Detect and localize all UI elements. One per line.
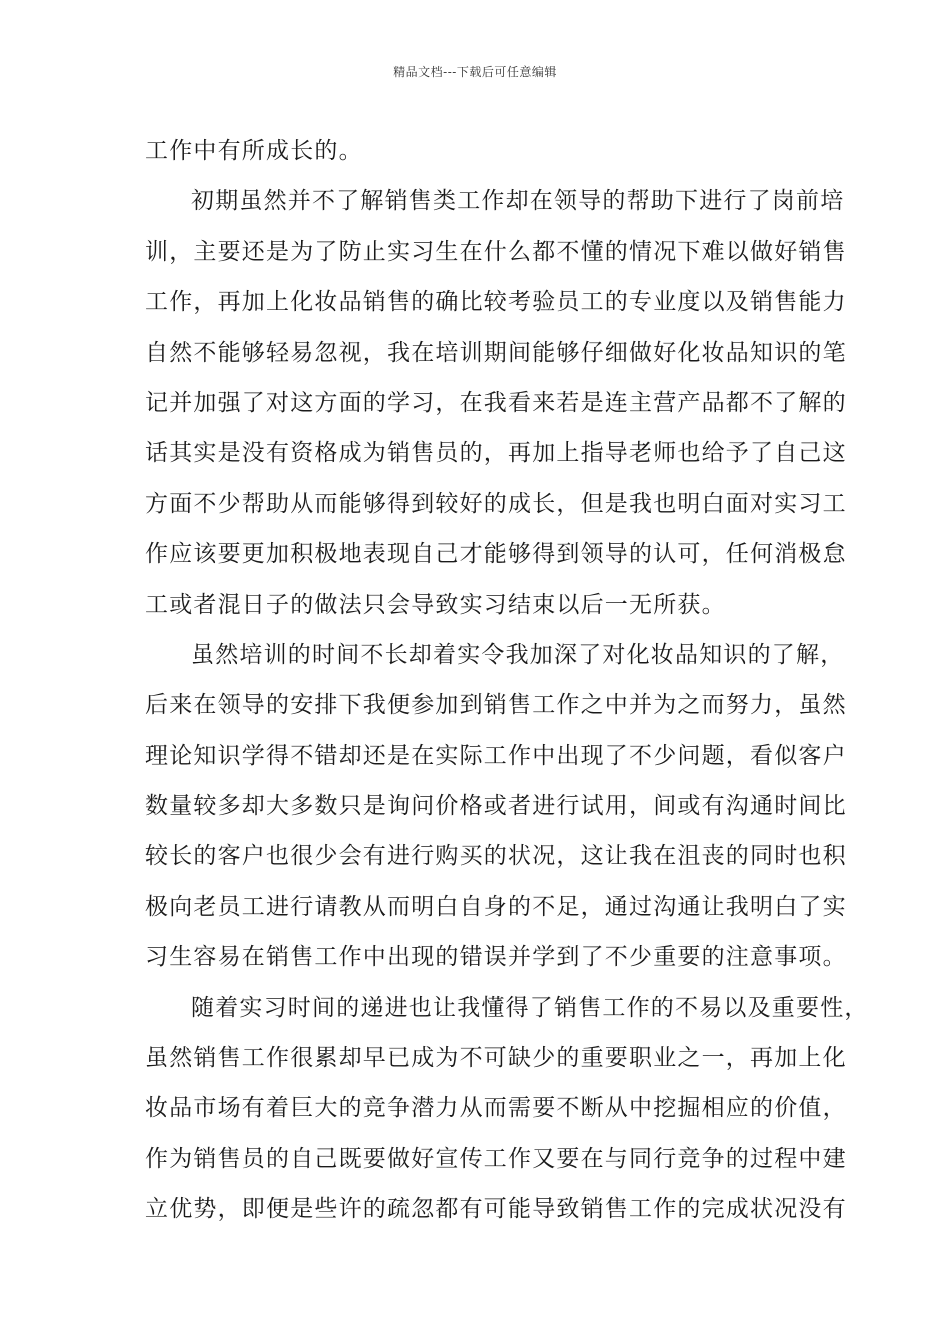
paragraph-first-line: 初期虽然并不了解销售类工作却在领导的帮助下进行了岗前培 bbox=[191, 188, 845, 215]
text-line: 后来在领导的安排下我便参加到销售工作之中并为之而努力，虽然 bbox=[145, 692, 847, 719]
text-line: 自然不能够轻易忽视，我在培训期间能够仔细做好化妆品知识的笔 bbox=[145, 339, 847, 366]
text-line: 记并加强了对这方面的学习，在我看来若是连主营产品都不了解的 bbox=[145, 389, 847, 416]
text-line: 数量较多却大多数只是询问价格或者进行试用，间或有沟通时间比 bbox=[145, 793, 847, 820]
text-line: 训，主要还是为了防止实习生在什么都不懂的情况下难以做好销售 bbox=[145, 238, 847, 265]
text-line: 工作，再加上化妆品销售的确比较考验员工的专业度以及销售能力 bbox=[145, 289, 847, 316]
text-line: 立优势，即便是些许的疏忽都有可能导致销售工作的完成状况没有 bbox=[145, 1196, 847, 1223]
text-line: 习生容易在销售工作中出现的错误并学到了不少重要的注意事项。 bbox=[145, 944, 847, 971]
text-line: 虽然销售工作很累却早已成为不可缺少的重要职业之一，再加上化 bbox=[145, 1045, 847, 1072]
paragraph-first-line: 虽然培训的时间不长却着实令我加深了对化妆品知识的了解， bbox=[191, 641, 845, 668]
text-line: 较长的客户也很少会有进行购买的状况，这让我在沮丧的同时也积 bbox=[145, 843, 847, 870]
text-line: 话其实是没有资格成为销售员的，再加上指导老师也给予了自己这 bbox=[145, 440, 847, 467]
text-line: 理论知识学得不错却还是在实际工作中出现了不少问题，看似客户 bbox=[145, 742, 847, 769]
page-header: 精品文档---下载后可任意编辑 bbox=[393, 65, 557, 79]
text-line: 工作中有所成长的。 bbox=[145, 138, 363, 164]
text-line: 作为销售员的自己既要做好宣传工作又要在与同行竞争的过程中建 bbox=[145, 1145, 847, 1172]
text-line: 作应该要更加积极地表现自己才能够得到领导的认可，任何消极怠 bbox=[145, 541, 847, 568]
paragraph-first-line: 随着实习时间的递进也让我懂得了销售工作的不易以及重要性， bbox=[191, 994, 869, 1021]
text-line: 极向老员工进行请教从而明白自身的不足，通过沟通让我明白了实 bbox=[145, 893, 847, 920]
text-line: 工或者混日子的做法只会导致实习结束以后一无所获。 bbox=[145, 591, 726, 618]
body-text bbox=[145, 126, 869, 1235]
text-line: 方面不少帮助从而能够得到较好的成长，但是我也明白面对实习工 bbox=[145, 490, 847, 517]
text-line: 妆品市场有着巨大的竞争潜力从而需要不断从中挖掘相应的价值， bbox=[145, 1095, 847, 1122]
